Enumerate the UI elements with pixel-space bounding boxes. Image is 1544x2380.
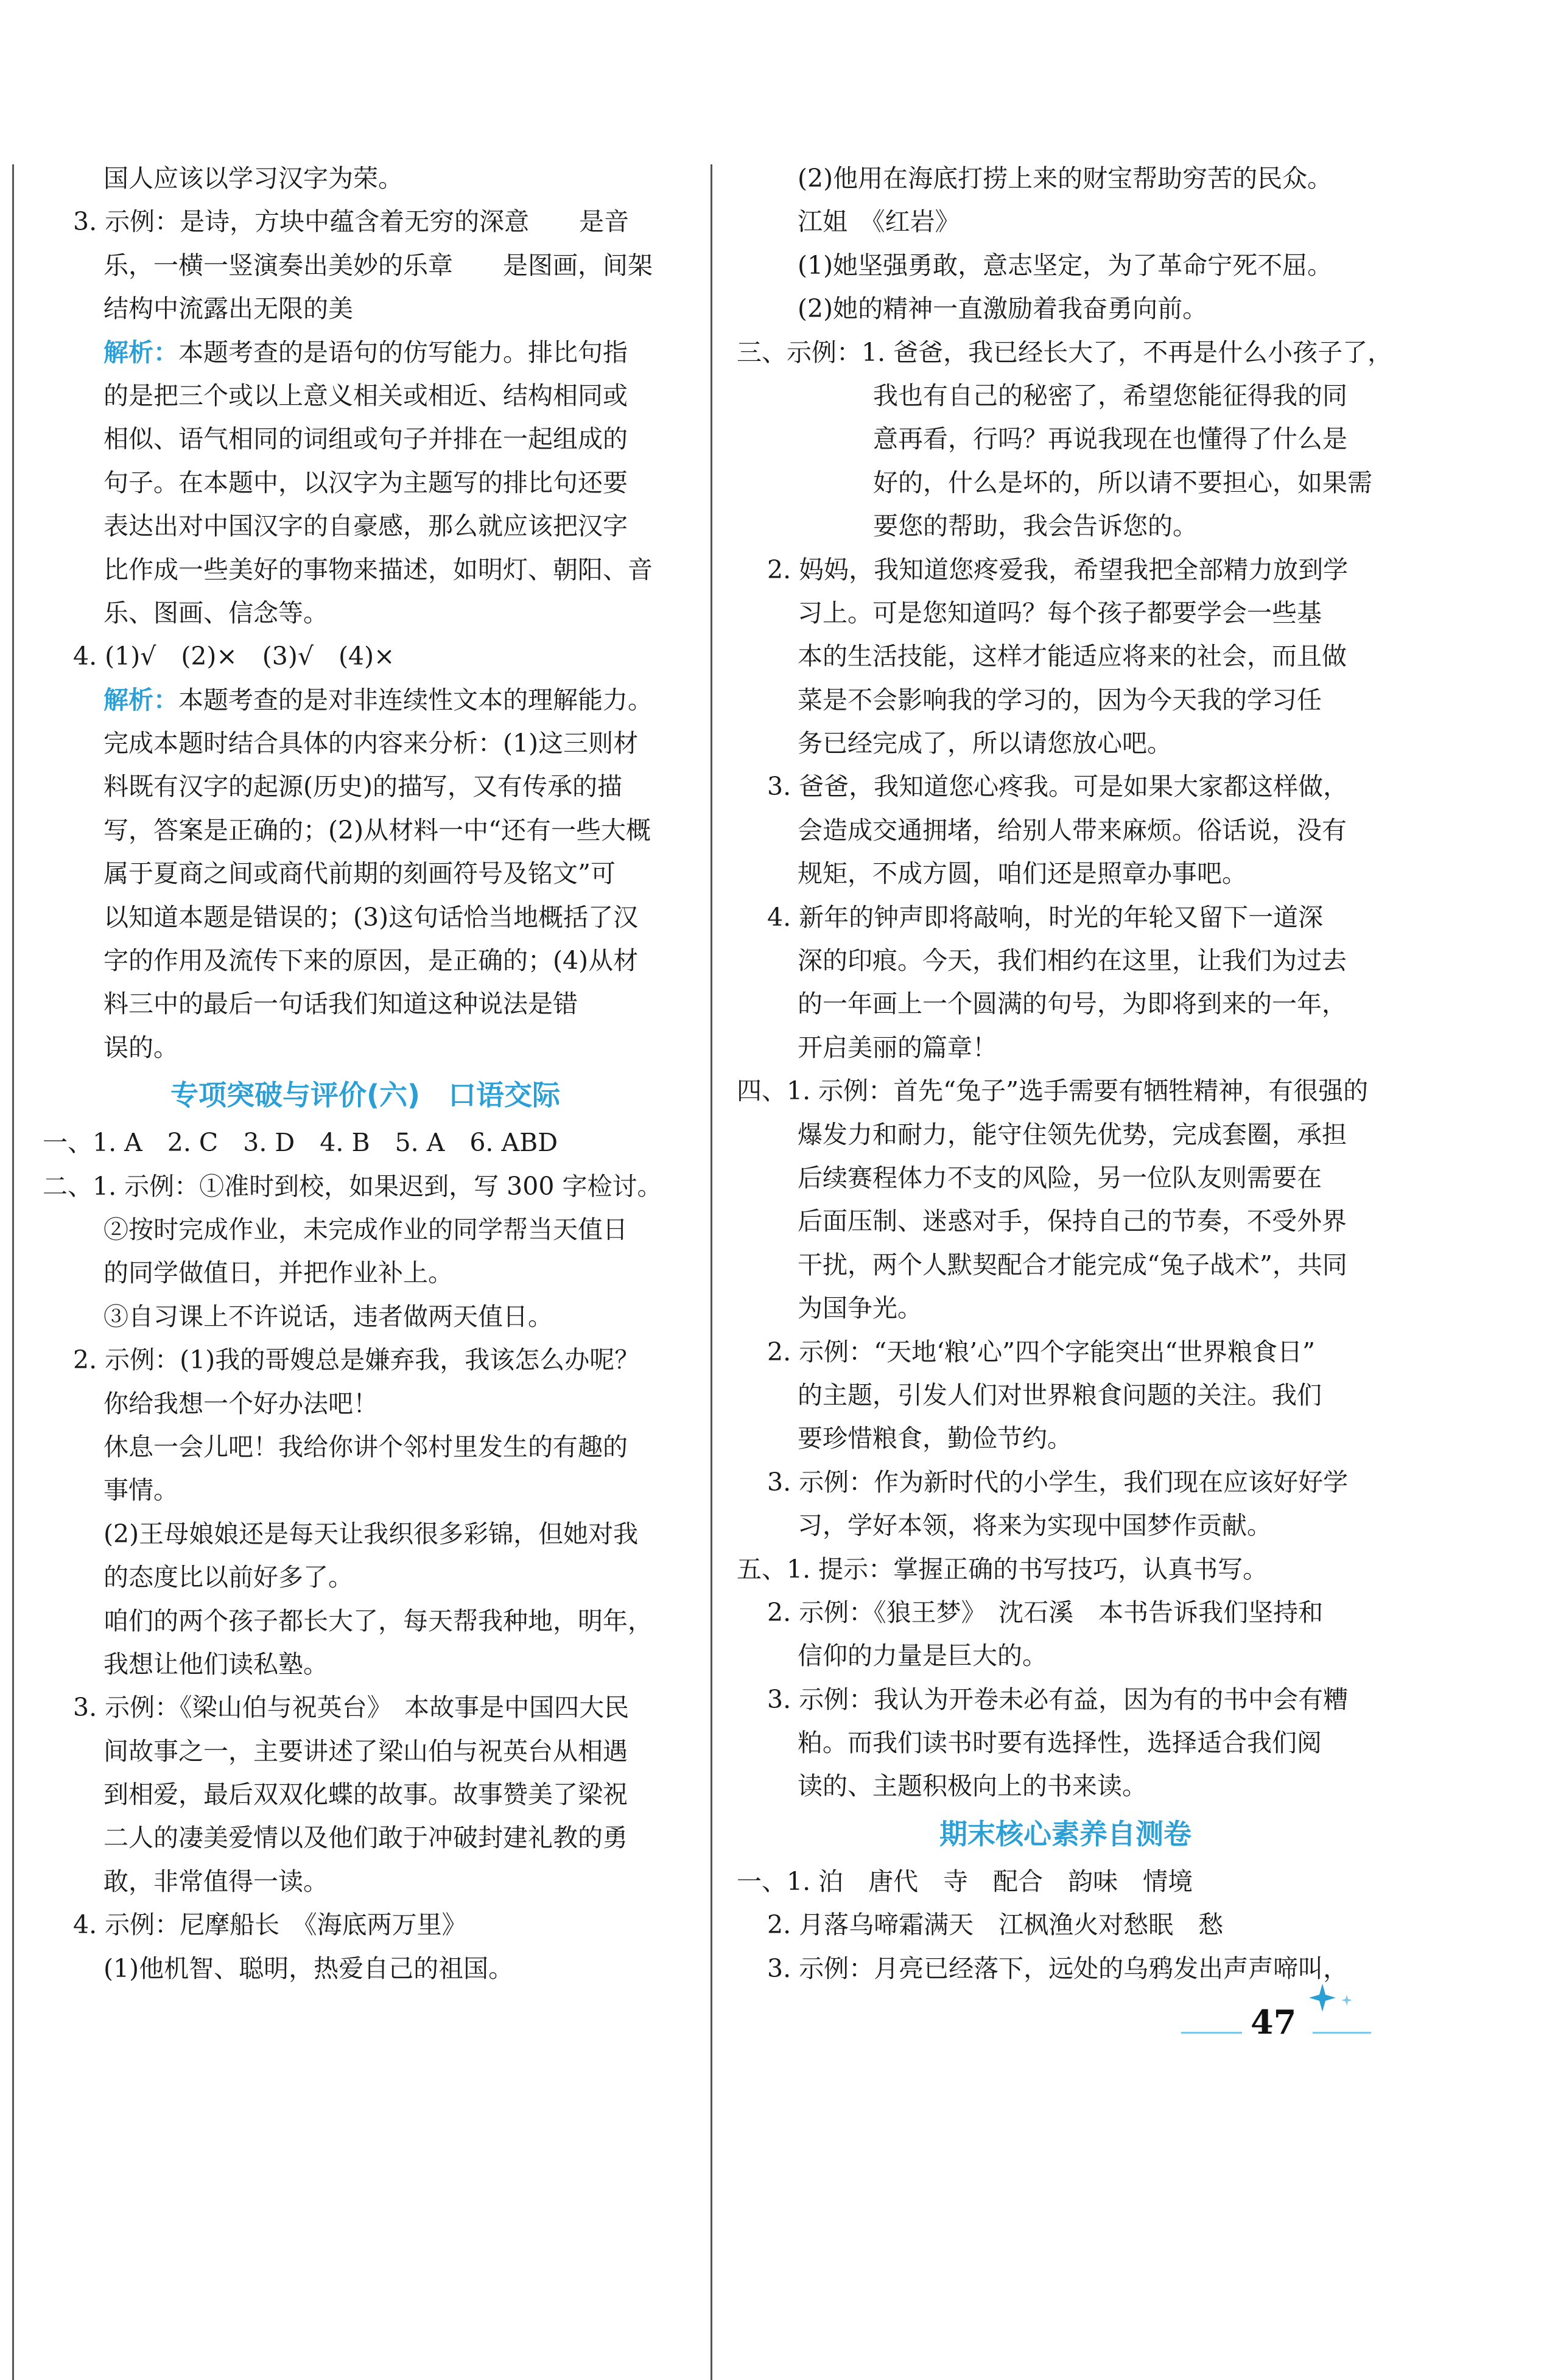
- line-text: [798, 1287, 922, 1330]
- column-divider: [711, 164, 712, 2380]
- text-line: [43, 1773, 688, 1816]
- line-content: 务已经完成了，所以请您放心吧。: [798, 729, 1172, 758]
- text-line: [737, 1026, 1394, 1069]
- line-content: 的态度比以前好多了。: [104, 1563, 353, 1592]
- line-content: 咱们的两个孩子都长大了，每天帮我种地，明年，: [104, 1606, 653, 1636]
- line-text: [798, 1374, 1322, 1417]
- line-content: (2)王母娘娘还是每天让我织很多彩锦，但她对我: [104, 1519, 639, 1549]
- text-line: [737, 1548, 1394, 1591]
- line-text: [798, 592, 1322, 635]
- text-line: [43, 1469, 688, 1512]
- text-line: [737, 765, 1394, 808]
- line-content: 本题考查的是对非连续性文本的理解能力。: [178, 685, 653, 715]
- line-content: 四、1. 示例：首先“兔子”选手需要有牺牲精神，有很强的: [737, 1076, 1369, 1106]
- line-text: [767, 548, 1348, 592]
- line-content: 一、1. A 2. C 3. D 4. B 5. A 6. ABD: [43, 1128, 558, 1158]
- text-line: [43, 679, 688, 722]
- line-text: [104, 1860, 328, 1903]
- text-line: [43, 200, 688, 243]
- line-text: [767, 1461, 1348, 1504]
- text-line: [737, 1244, 1394, 1287]
- line-content: ②按时完成作业，未完成作业的同学帮当天值日: [104, 1214, 628, 1244]
- line-text: [798, 982, 1347, 1026]
- line-text: [104, 244, 653, 287]
- line-content: 二人的凄美爱情以及他们敢于冲破封建礼教的勇: [104, 1823, 628, 1853]
- line-text: [737, 1860, 1193, 1903]
- text-line: [737, 1591, 1394, 1634]
- line-text: [798, 1200, 1347, 1243]
- line-content: (1)他机智、聪明，热爱自己的祖国。: [104, 1953, 514, 1983]
- line-text: [798, 1157, 1322, 1200]
- text-line: [43, 852, 688, 895]
- text-line: [737, 852, 1394, 895]
- line-text: [104, 1469, 178, 1512]
- text-line: [43, 896, 688, 939]
- line-content: 字的作用及流传下来的原因，是正确的；(4)从材: [104, 946, 639, 976]
- text-line: [737, 1113, 1394, 1157]
- line-text: [798, 1244, 1347, 1287]
- text-line: [43, 809, 688, 852]
- line-text: [104, 1643, 328, 1686]
- line-text: [798, 157, 1332, 200]
- text-line: [737, 1287, 1394, 1330]
- right-column: [737, 157, 1394, 1990]
- text-line: [737, 548, 1394, 592]
- line-text: [104, 461, 628, 505]
- line-content: 乐，一横一竖演奏出美妙的乐章 是图画，间架: [104, 250, 653, 280]
- line-content: 2. 示例：“天地‘粮’心”四个字能突出“世界粮食日”: [767, 1337, 1316, 1367]
- text-line: [737, 722, 1394, 765]
- text-line: [737, 1200, 1394, 1243]
- line-content: (2)他用在海底打捞上来的财宝帮助穷苦的民众。: [798, 164, 1333, 193]
- text-line: [43, 1426, 688, 1469]
- text-line: [737, 1157, 1394, 1200]
- section-heading: 期末核心素养自测卷: [939, 1817, 1191, 1850]
- text-line: [43, 765, 688, 808]
- line-text: [798, 635, 1347, 678]
- line-content: 本的生活技能，这样才能适应将来的社会，而且做: [798, 642, 1347, 671]
- text-line: [43, 592, 688, 635]
- text-line: [737, 1504, 1394, 1547]
- text-line: [43, 548, 688, 592]
- line-content: 句子。在本题中，以汉字为主题写的排比句还要: [104, 467, 628, 497]
- text-line: [737, 1678, 1394, 1721]
- line-text: [73, 1339, 639, 1382]
- text-line: [43, 1121, 688, 1164]
- footer-rule-left: [1181, 2032, 1242, 2034]
- analysis-label: 解析：: [104, 685, 178, 715]
- line-text: [104, 1208, 628, 1251]
- line-text: [104, 1251, 453, 1295]
- line-content: 2. 月落乌啼霜满天 江枫渔火对愁眠 愁: [767, 1910, 1224, 1940]
- line-content: 江姐 《红岩》: [798, 207, 960, 237]
- line-content: 本题考查的是语句的仿写能力。排比句指: [178, 337, 628, 367]
- line-text: [798, 679, 1322, 722]
- text-line: [737, 157, 1394, 200]
- line-text: [104, 896, 638, 939]
- text-line: [43, 1165, 688, 1208]
- line-text: [104, 1513, 638, 1556]
- line-text: [104, 982, 578, 1026]
- line-content: 的同学做值日，并把作业补上。: [104, 1258, 453, 1288]
- line-text: [767, 1591, 1323, 1634]
- text-line: [43, 1382, 688, 1426]
- text-line: [737, 1947, 1394, 1990]
- footer-rule-right: [1313, 2032, 1371, 2034]
- line-content: 干扰，两个人默契配合才能完成“兔子战术”，共同: [798, 1250, 1347, 1279]
- line-content: 事情。: [104, 1475, 178, 1505]
- line-text: [737, 1548, 1268, 1591]
- line-text: [798, 722, 1172, 765]
- line-text: [73, 635, 395, 678]
- text-line: [737, 1069, 1394, 1113]
- text-line: [43, 244, 688, 287]
- line-content: 敢，非常值得一读。: [104, 1866, 328, 1896]
- line-content: 粕。而我们读书时要有选择性，选择适合我们阅: [798, 1728, 1322, 1758]
- text-line: [43, 939, 688, 982]
- line-content: 误的。: [104, 1032, 178, 1062]
- text-line: [43, 418, 688, 461]
- left-column: [43, 157, 688, 1990]
- text-line: [737, 244, 1394, 287]
- text-line: [43, 635, 688, 678]
- line-text: [104, 1730, 628, 1773]
- line-text: [104, 331, 628, 374]
- line-content: 3. 示例：我认为开卷未必有益，因为有的书中会有糟: [767, 1684, 1349, 1714]
- line-text: [737, 1069, 1368, 1113]
- text-line: [737, 374, 1394, 418]
- line-text: [737, 331, 1392, 374]
- line-content: 料三中的最后一句话我们知道这种说法是错: [104, 989, 578, 1019]
- text-line: [43, 1339, 688, 1382]
- line-content: 习上。可是您知道吗？每个孩子都要学会一些基: [798, 598, 1322, 628]
- line-text: [104, 1816, 628, 1860]
- line-text: [104, 157, 403, 200]
- line-text: [798, 1417, 1072, 1460]
- line-content: 2. 示例：(1)我的哥嫂总是嫌弃我，我该怎么办呢？: [73, 1345, 640, 1375]
- line-content: 我也有自己的秘密了，希望您能征得我的同: [873, 380, 1347, 410]
- line-content: 料既有汉字的起源(历史)的描写，又有传承的描: [104, 772, 622, 802]
- line-content: 4. 新年的钟声即将敲响，时光的年轮又留下一道深: [767, 902, 1324, 932]
- line-text: [873, 374, 1347, 418]
- line-content: 三、示例：1. 爸爸，我已经长大了，不再是什么小孩子了，: [737, 337, 1393, 367]
- text-line: [43, 1251, 688, 1295]
- line-content: 属于夏商之间或商代前期的刻画符号及铭文”可: [104, 859, 616, 889]
- line-text: [798, 1113, 1347, 1157]
- text-line: [737, 635, 1394, 678]
- text-line: [737, 287, 1394, 331]
- line-content: 要您的帮助，我会告诉您的。: [873, 511, 1198, 541]
- text-line: [737, 1634, 1394, 1678]
- line-content: 的主题，引发人们对世界粮食问题的关注。我们: [798, 1380, 1322, 1410]
- line-text: [798, 1765, 1147, 1808]
- line-content: ③自习课上不许说话，违者做两天值日。: [104, 1301, 553, 1331]
- line-content: 习，学好本领，将来为实现中国梦作贡献。: [798, 1511, 1272, 1541]
- line-content: 写，答案是正确的；(2)从材料一中“还有一些大概: [104, 815, 651, 845]
- line-content: 间故事之一，主要讲述了梁山伯与祝英台从相遇: [104, 1736, 628, 1766]
- line-text: [104, 1600, 653, 1643]
- line-content: (1)她坚强勇敢，意志坚定，为了革命宁死不屈。: [798, 250, 1333, 280]
- sparkle-icon: [1309, 1981, 1364, 2018]
- text-line: [43, 1600, 688, 1643]
- text-line: [43, 331, 688, 374]
- line-text: [73, 200, 629, 243]
- text-line: [43, 374, 688, 418]
- line-text: [104, 1947, 513, 1990]
- line-text: [104, 1556, 353, 1599]
- text-line: [43, 1208, 688, 1251]
- line-content: 结构中流露出无限的美: [104, 294, 353, 324]
- line-content: 比作成一些美好的事物来描述，如明灯、朝阳、音: [104, 555, 653, 584]
- line-content: 后续赛程体力不支的风险，另一位队友则需要在: [798, 1163, 1322, 1192]
- line-text: [873, 505, 1198, 548]
- line-text: [798, 939, 1347, 982]
- line-content: 3. 示例：作为新时代的小学生，我们现在应该好好学: [767, 1467, 1349, 1497]
- text-line: [737, 1461, 1394, 1504]
- line-text: [104, 1382, 378, 1426]
- line-text: [104, 374, 628, 418]
- line-text: [873, 418, 1347, 461]
- text-line: [43, 1860, 688, 1903]
- text-line: [737, 1374, 1394, 1417]
- line-text: [104, 1026, 178, 1069]
- text-line: [737, 1860, 1394, 1903]
- line-text: [104, 1426, 628, 1469]
- section-heading: 专项突破与评价(六) 口语交际: [170, 1079, 561, 1112]
- line-content: 为国争光。: [798, 1293, 922, 1323]
- line-content: 一、1. 泊 唐代 寺 配合 韵味 情境: [737, 1866, 1193, 1896]
- line-content: 3. 示例：月亮已经落下，远处的乌鸦发出声声啼叫，: [767, 1953, 1349, 1983]
- text-line: [737, 1765, 1394, 1808]
- line-content: 4. (1)√ (2)× (3)√ (4)×: [73, 642, 395, 671]
- line-text: [104, 505, 628, 548]
- line-text: [104, 722, 638, 765]
- line-content: 休息一会儿吧！我给你讲个邻村里发生的有趣的: [104, 1432, 628, 1461]
- line-content: 3. 爸爸，我知道您心疼我。可是如果大家都这样做，: [767, 772, 1349, 802]
- text-line: [737, 505, 1394, 548]
- line-text: [104, 592, 328, 635]
- line-text: [104, 939, 638, 982]
- text-line: [43, 287, 688, 331]
- line-content: 信仰的力量是巨大的。: [798, 1641, 1047, 1671]
- line-text: [43, 1121, 558, 1164]
- text-line: [43, 1295, 688, 1339]
- text-line: [737, 331, 1394, 374]
- text-line: [737, 592, 1394, 635]
- page-number: 47: [1251, 2003, 1297, 2042]
- text-line: [737, 982, 1394, 1026]
- line-content: 的一年画上一个圆满的句号，为即将到来的一年，: [798, 989, 1347, 1019]
- line-text: [798, 244, 1332, 287]
- line-content: 深的印痕。今天，我们相约在这里，让我们为过去: [798, 946, 1347, 976]
- text-line: [43, 1556, 688, 1599]
- text-line: [43, 1513, 688, 1556]
- line-content: 2. 妈妈，我知道您疼爱我，希望我把全部精力放到学: [767, 555, 1349, 584]
- line-text: [104, 852, 616, 895]
- line-content: 要珍惜粮食，勤俭节约。: [798, 1424, 1072, 1454]
- line-content: 爆发力和耐力，能守住领先优势，完成套圈，承担: [798, 1119, 1347, 1149]
- line-text: [798, 1721, 1322, 1765]
- line-text: [767, 1331, 1315, 1374]
- line-text: [73, 1686, 629, 1729]
- line-text: [104, 765, 622, 808]
- line-content: 规矩，不成方圆，咱们还是照章办事吧。: [798, 859, 1247, 889]
- text-line: [43, 1686, 688, 1729]
- text-line: [737, 418, 1394, 461]
- line-content: 会造成交通拥堵，给别人带来麻烦。俗话说，没有: [798, 815, 1347, 845]
- text-line: [43, 461, 688, 505]
- text-line: [43, 1903, 688, 1947]
- text-line: [43, 157, 688, 200]
- left-margin-rule: [12, 164, 14, 2380]
- line-text: [767, 896, 1323, 939]
- line-content: 的是把三个或以上意义相关或相近、结构相同或: [104, 380, 628, 410]
- line-content: 3. 示例：是诗，方块中蕴含着无穷的深意 是音: [73, 207, 630, 237]
- line-text: [873, 461, 1372, 505]
- line-text: [767, 1903, 1223, 1947]
- line-text: [43, 1165, 662, 1208]
- line-content: 表达出对中国汉字的自豪感，那么就应该把汉字: [104, 511, 628, 541]
- text-line: [43, 1816, 688, 1860]
- line-text: [798, 1634, 1047, 1678]
- text-line: [43, 722, 688, 765]
- text-line: [737, 679, 1394, 722]
- line-text: [104, 679, 653, 722]
- line-text: [104, 548, 653, 592]
- text-line: [43, 982, 688, 1026]
- text-line: [737, 809, 1394, 852]
- line-content: 菜是不会影响我的学习的，因为今天我的学习任: [798, 685, 1322, 715]
- line-content: (2)她的精神一直激励着我奋勇向前。: [798, 294, 1208, 324]
- text-line: [737, 939, 1394, 982]
- line-text: [798, 1504, 1272, 1547]
- text-line: [737, 1903, 1394, 1947]
- line-content: 2. 示例：《狼王梦》 沈石溪 本书告诉我们坚持和: [767, 1597, 1324, 1627]
- line-content: 读的、主题积极向上的书来读。: [798, 1771, 1147, 1801]
- line-content: 好的，什么是坏的，所以请不要担心，如果需: [873, 467, 1372, 497]
- line-text: [104, 287, 353, 331]
- text-line: [737, 461, 1394, 505]
- line-content: 你给我想一个好办法吧！: [104, 1388, 378, 1418]
- line-content: 二、1. 示例：①准时到校，如果迟到，写 300 字检讨。: [43, 1171, 662, 1201]
- line-content: 开启美丽的篇章！: [798, 1032, 997, 1062]
- analysis-label: 解析：: [104, 337, 178, 367]
- line-text: [104, 1295, 553, 1339]
- line-content: 到相爱，最后双双化蝶的故事。故事赞美了梁祝: [104, 1780, 628, 1810]
- text-line: [737, 896, 1394, 939]
- line-text: [767, 765, 1348, 808]
- line-text: [767, 1678, 1348, 1721]
- text-line: [43, 505, 688, 548]
- text-line: [737, 200, 1394, 243]
- line-content: 相似、语气相同的词组或句子并排在一起组成的: [104, 424, 628, 454]
- line-text: [798, 287, 1207, 331]
- text-line: [737, 1721, 1394, 1765]
- line-content: 国人应该以学习汉字为荣。: [104, 164, 403, 193]
- line-content: 3. 示例：《梁山伯与祝英台》 本故事是中国四大民: [73, 1693, 630, 1723]
- text-line: [43, 1026, 688, 1069]
- line-text: [767, 1947, 1348, 1990]
- text-line: [737, 1331, 1394, 1374]
- line-text: [73, 1903, 467, 1947]
- text-line: [43, 1730, 688, 1773]
- line-text: [104, 418, 628, 461]
- line-content: 以知道本题是错误的；(3)这句话恰当地概括了汉: [104, 902, 639, 932]
- line-content: 4. 示例：尼摩船长 《海底两万里》: [73, 1910, 467, 1940]
- text-line: [737, 1417, 1394, 1460]
- line-content: 五、1. 提示：掌握正确的书写技巧，认真书写。: [737, 1554, 1268, 1584]
- line-text: [798, 200, 960, 243]
- line-content: 意再看，行吗？再说我现在也懂得了什么是: [873, 424, 1347, 454]
- line-content: 乐、图画、信念等。: [104, 598, 328, 628]
- text-line: [43, 1947, 688, 1990]
- line-text: [798, 809, 1347, 852]
- line-text: [104, 1773, 628, 1816]
- line-text: [798, 1026, 997, 1069]
- text-line: [43, 1643, 688, 1686]
- line-text: [104, 809, 651, 852]
- line-content: 完成本题时结合具体的内容来分析：(1)这三则材: [104, 729, 639, 758]
- line-content: 后面压制、迷惑对手，保持自己的节奏，不受外界: [798, 1206, 1347, 1236]
- line-content: 我想让他们读私塾。: [104, 1649, 328, 1679]
- line-text: [798, 852, 1247, 895]
